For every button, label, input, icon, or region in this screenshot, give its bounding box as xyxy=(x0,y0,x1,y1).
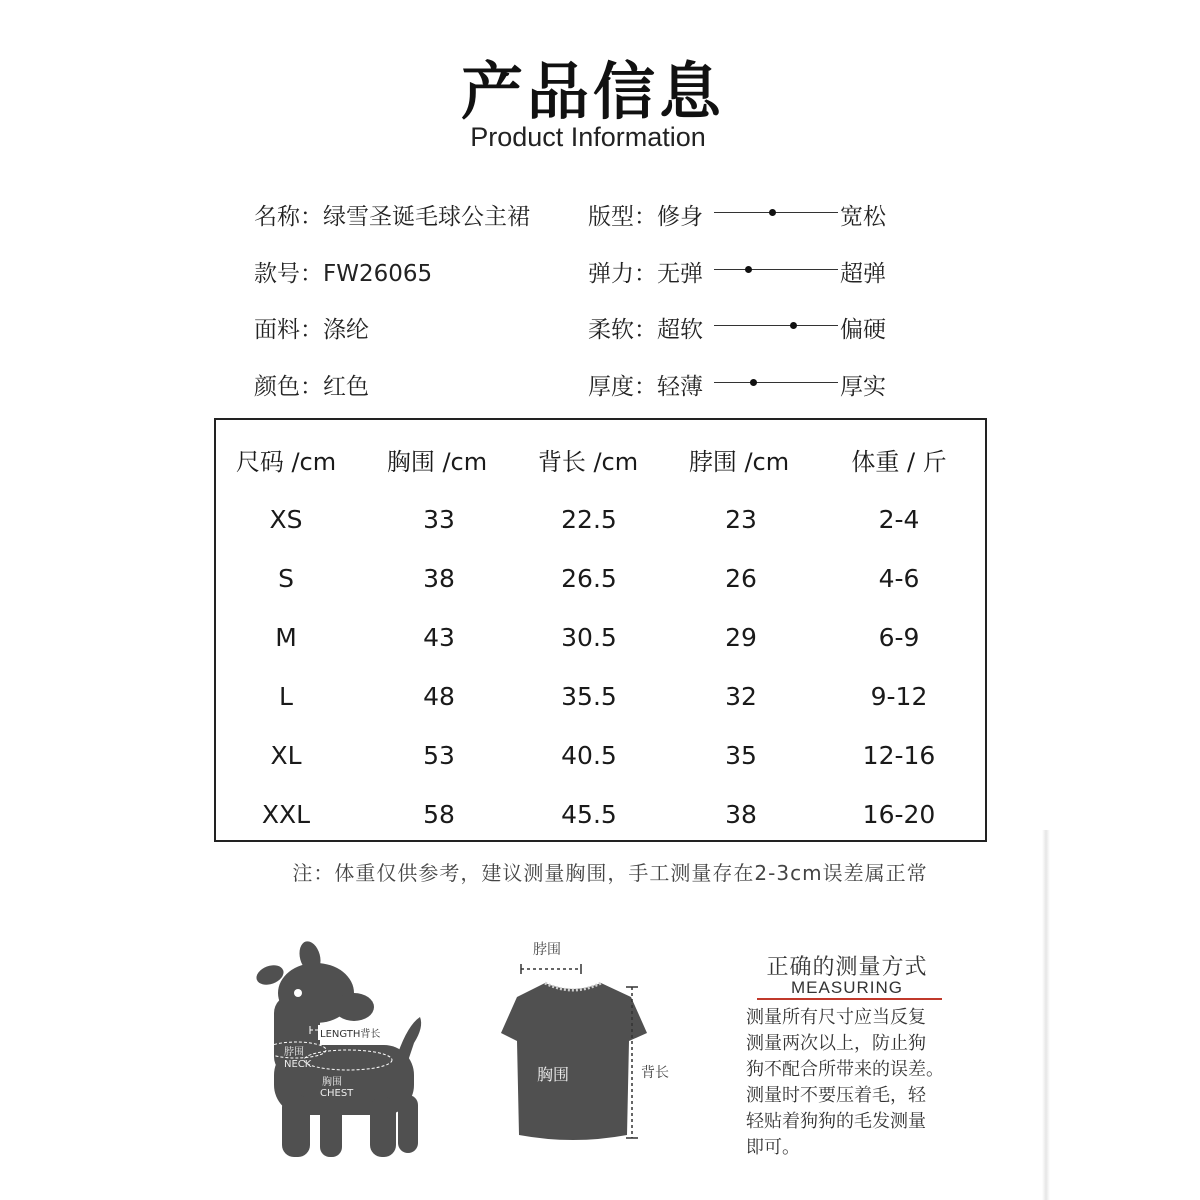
table-header-size: 尺码 /cm xyxy=(235,448,337,476)
scale-fit xyxy=(588,198,908,228)
shirt-icon xyxy=(485,935,685,1150)
shirt-length-label: 背长 xyxy=(641,1065,669,1081)
table-cell: 38 xyxy=(725,800,757,829)
scale-line xyxy=(714,325,838,326)
table-cell: 16-20 xyxy=(862,800,936,829)
table-cell: XS xyxy=(269,505,303,534)
scale-end-label: 宽松 xyxy=(840,204,886,230)
table-cell: 48 xyxy=(423,682,455,711)
table-cell: 22.5 xyxy=(561,505,617,534)
table-cell: 30.5 xyxy=(561,623,617,652)
edge-shadow xyxy=(1042,830,1050,1200)
table-cell: 45.5 xyxy=(561,800,617,829)
table-cell: 38 xyxy=(423,564,455,593)
scale-marker xyxy=(745,266,752,273)
table-cell: XXL xyxy=(261,800,311,829)
scale-label: 弹力：无弹 xyxy=(588,261,703,287)
page-title: 产品信息 xyxy=(460,55,725,128)
info-style-no: 款号：FW26065 xyxy=(254,261,433,287)
info-fabric: 面料：涤纶 xyxy=(254,317,369,343)
table-cell: 9-12 xyxy=(870,682,928,711)
table-cell: M xyxy=(275,623,297,652)
table-cell: 2-4 xyxy=(878,505,920,534)
scale-label: 版型：修身 xyxy=(588,204,703,230)
info-name: 名称：绿雪圣诞毛球公主裙 xyxy=(254,204,530,230)
table-cell: 53 xyxy=(423,741,455,770)
table-cell: 26 xyxy=(725,564,757,593)
dog-neck-en-label: NECK xyxy=(284,1059,312,1070)
measuring-text: 测量所有尺寸应当反复 测量两次以上，防止狗 狗不配合所带来的误差。 测量时不要压着毛，轻 轻贴着狗狗的毛发测量 即可。 xyxy=(746,1007,944,1158)
measuring-divider xyxy=(757,998,942,1000)
measurement-note: 注：体重仅供参考，建议测量胸围，手工测量存在2-3cm误差属正常 xyxy=(292,861,928,885)
scale-end-label: 超弹 xyxy=(840,261,886,287)
table-header-weight: 体重 / 斤 xyxy=(851,448,947,476)
table-cell: XL xyxy=(270,741,302,770)
scale-marker xyxy=(790,322,797,329)
table-cell: 23 xyxy=(725,505,757,534)
table-cell: 40.5 xyxy=(561,741,617,770)
table-cell: 33 xyxy=(423,505,455,534)
table-cell: 35.5 xyxy=(561,682,617,711)
scale-end-label: 厚实 xyxy=(840,374,886,400)
scale-elasticity xyxy=(588,255,908,285)
page-subtitle: Product Information xyxy=(470,122,706,152)
scale-softness xyxy=(588,311,908,341)
table-cell: 35 xyxy=(725,741,757,770)
scale-line xyxy=(714,382,838,383)
size-table xyxy=(214,418,987,842)
table-cell: 6-9 xyxy=(878,623,920,652)
table-cell: 32 xyxy=(725,682,757,711)
dog-length-label: LENGTH背长 xyxy=(318,1025,382,1040)
scale-line xyxy=(714,212,838,213)
table-cell: 4-6 xyxy=(878,564,920,593)
measuring-title-en: MEASURING xyxy=(791,978,903,997)
dog-chest-en-label: CHEST xyxy=(320,1088,354,1099)
table-cell: 43 xyxy=(423,623,455,652)
scale-label: 厚度：轻薄 xyxy=(588,374,703,400)
table-cell: L xyxy=(279,682,293,711)
shirt-measurement-figure xyxy=(485,935,685,1150)
scale-end-label: 偏硬 xyxy=(840,317,886,343)
dog-chest-cn-label: 胸围 xyxy=(322,1077,342,1088)
scale-marker xyxy=(750,379,757,386)
info-color: 颜色：红色 xyxy=(254,374,369,400)
scale-marker xyxy=(769,209,776,216)
scale-label: 柔软：超软 xyxy=(588,317,703,343)
measuring-title: 正确的测量方式 xyxy=(766,955,928,980)
table-cell: 29 xyxy=(725,623,757,652)
table-header-neck: 脖围 /cm xyxy=(688,448,790,476)
table-cell: 12-16 xyxy=(862,741,936,770)
shirt-neck-label: 脖围 xyxy=(533,942,561,958)
table-cell: 26.5 xyxy=(561,564,617,593)
dog-measurement-figure xyxy=(248,935,438,1160)
table-cell: S xyxy=(278,564,294,593)
table-cell: 58 xyxy=(423,800,455,829)
scale-line xyxy=(714,269,838,270)
scale-thickness xyxy=(588,368,908,398)
dog-neck-cn-label: 脖围 xyxy=(284,1047,304,1058)
table-header-chest: 胸围 /cm xyxy=(386,448,488,476)
shirt-chest-label: 胸围 xyxy=(537,1065,570,1084)
table-header-back-length: 背长 /cm xyxy=(537,448,639,476)
dog-silhouette-icon xyxy=(248,935,438,1160)
